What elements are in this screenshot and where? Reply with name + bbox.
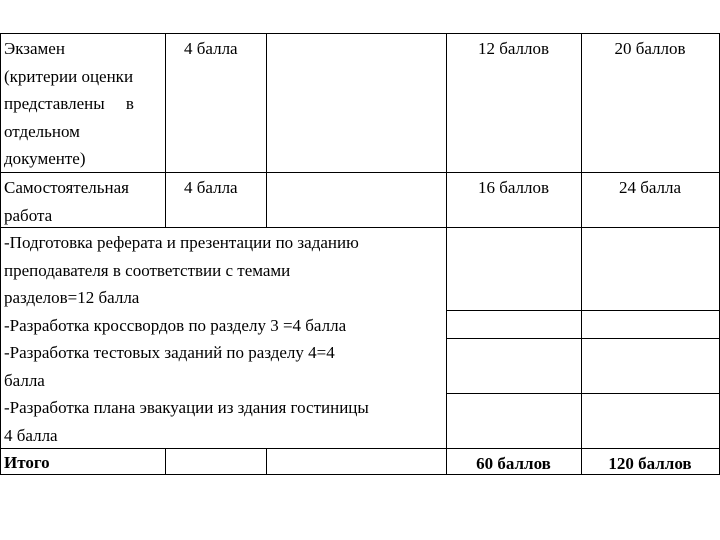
col-divider-3 <box>446 33 447 475</box>
selfwork-points: 4 балла <box>184 178 238 197</box>
col-divider-1-total <box>165 448 166 475</box>
exam-label-line: Экзамен <box>4 39 65 58</box>
details-line: -Разработка плана эвакуации из здания гостиницы <box>4 398 369 417</box>
total-col4-value: 60 баллов <box>476 454 551 473</box>
details-line: 4 балла <box>4 425 58 445</box>
col-divider-1-exam <box>165 33 166 228</box>
details-line: -Разработка тестовых заданий по разделу 4=4 <box>4 343 335 362</box>
details-line: преподавателя в соответствии с темами <box>4 260 291 280</box>
col-divider-2-total <box>266 448 267 475</box>
row-divider-details-2 <box>446 338 720 339</box>
total-label: Итого <box>4 453 50 472</box>
exam-label-line: представлены в <box>4 94 134 113</box>
table-border-left <box>0 33 1 475</box>
details-line: разделов=12 балла <box>4 288 140 307</box>
exam-label-line: документе) <box>4 149 86 168</box>
col-divider-4 <box>581 33 582 475</box>
exam-points: 4 балла <box>184 39 238 58</box>
selfwork-col5-value: 24 балла <box>618 178 682 197</box>
selfwork-label-line: Самостоятельная <box>4 178 129 197</box>
selfwork-details <box>4 229 369 449</box>
exam-col5-value: 20 баллов <box>614 39 686 58</box>
exam-label-line: (критерии оценки <box>4 66 134 86</box>
total-col5-value: 120 баллов <box>608 454 692 473</box>
col-divider-2-exam <box>266 33 267 228</box>
details-line: балла <box>4 370 45 390</box>
exam-label-line: отдельном <box>4 121 80 141</box>
selfwork-col4-value: 16 баллов <box>477 178 550 197</box>
details-line: -Разработка кроссвордов по разделу 3 =4 балла <box>4 315 347 335</box>
row-divider-details-col4 <box>446 227 720 228</box>
selfwork-label <box>4 174 129 229</box>
selfwork-label-line: работа <box>4 205 53 225</box>
exam-col4-value: 12 баллов <box>477 39 550 58</box>
row-divider-details-3 <box>446 393 720 394</box>
exam-label <box>4 35 134 173</box>
details-line: -Подготовка реферата и презентации по заданию <box>4 233 359 252</box>
table-border-top <box>0 33 720 34</box>
row-divider-details-1 <box>446 310 720 311</box>
